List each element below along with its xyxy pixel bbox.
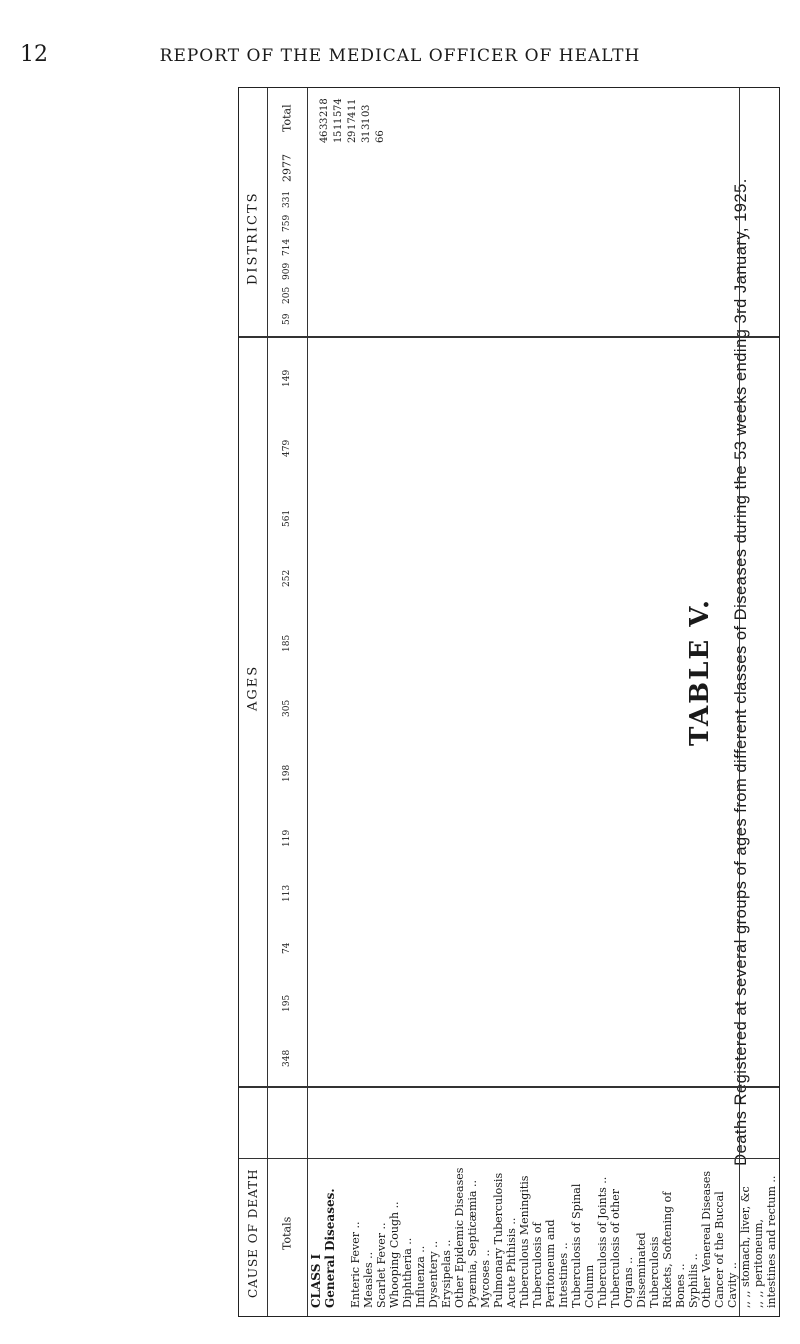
cause-item: Syphilis .. xyxy=(687,1253,700,1308)
cause-item: Other Epidemic Diseases xyxy=(453,1167,466,1308)
cause-item: Dysentery .. xyxy=(427,1240,440,1308)
age-total: 252 xyxy=(282,569,292,587)
total-header: Total xyxy=(280,104,294,132)
cause-item: Influenza .. xyxy=(414,1245,427,1308)
districts-header: DISTRICTS xyxy=(245,191,261,285)
cause-total: 1 xyxy=(333,117,344,124)
rule-districts xyxy=(239,336,779,338)
col-rule xyxy=(739,88,740,1316)
class-title: CLASS I xyxy=(309,1253,323,1308)
cause-total: 1 xyxy=(347,98,358,105)
cause-total: 4 xyxy=(319,136,330,143)
cause-total: 1 xyxy=(333,123,344,131)
age-total: 348 xyxy=(282,1049,292,1067)
class-subtitle: General Diseases. xyxy=(323,1188,337,1308)
cause-item: Whooping Cough .. xyxy=(388,1201,401,1308)
age-total: 305 xyxy=(282,699,292,717)
cause-header: CAUSE OF DEATH xyxy=(246,1168,260,1298)
cause-total: 3 xyxy=(319,117,330,124)
cause-total: 4 xyxy=(347,111,358,118)
cause-total: 5 xyxy=(333,130,344,137)
cause-total: 1 xyxy=(347,104,358,112)
district-total: 331 xyxy=(282,190,292,208)
cause-total: 18 xyxy=(319,98,330,112)
cause-item: Tuberculosis of Joints .. xyxy=(596,1176,609,1308)
cause-total: 3 xyxy=(361,104,372,112)
page-number: 12 xyxy=(20,42,48,67)
age-total: 479 xyxy=(282,439,292,457)
cause-total: 1 xyxy=(333,136,344,143)
age-total: 113 xyxy=(282,884,292,902)
cause-item: Rickets, Softening of Bones .. xyxy=(661,1191,687,1308)
cause-item: Mycoses .. xyxy=(479,1249,492,1308)
cause-total: 1 xyxy=(361,117,372,124)
cause-total: 5 xyxy=(333,111,344,118)
col-rule xyxy=(307,88,308,1316)
cause-item: Tuberculosis of other Organs .. xyxy=(609,1188,635,1308)
cause-total: 1 xyxy=(361,130,372,137)
table-label: TABLE V. xyxy=(685,598,715,746)
age-total: 195 xyxy=(282,994,292,1012)
cause-item: Scarlet Fever .. xyxy=(375,1222,388,1308)
cause-item: Diphtheria .. xyxy=(401,1237,414,1308)
rule-totals xyxy=(239,1158,779,1159)
cause-item: Acute Phthisis .. xyxy=(505,1217,518,1308)
cause-total: 2 xyxy=(347,136,358,143)
age-total: 561 xyxy=(282,509,292,527)
cause-item: Cancer of the Buccal Cavity .. xyxy=(713,1191,739,1308)
cause-total: 6 xyxy=(319,130,330,137)
table-caption: Deaths Registered at several groups of ages from different classes of Diseases during the 53 weeks ending 3rd January, 1925. xyxy=(732,178,750,1166)
district-total: 909 xyxy=(282,262,292,280)
cause-item: Erysipelas .. xyxy=(440,1239,453,1308)
district-total: 205 xyxy=(282,286,292,304)
cause-item: Pyæmia, Septicæmia .. xyxy=(466,1180,479,1308)
cause-item: Pulmonary Tuberculosis xyxy=(492,1172,505,1308)
col-rule xyxy=(267,88,268,1316)
age-total: 185 xyxy=(282,634,292,652)
age-total: 198 xyxy=(282,764,292,782)
age-total: 74 xyxy=(282,942,292,954)
cause-item: Other Venereal Diseases xyxy=(700,1170,713,1308)
district-total: 59 xyxy=(282,313,292,325)
cause-total: 3 xyxy=(319,123,330,131)
cause-item: Tuberculosis of Peritoneum and Intestines .. xyxy=(531,1219,570,1308)
totals-label: Totals xyxy=(280,1216,294,1250)
cause-item: Disseminated Tuberculosis xyxy=(635,1232,661,1308)
ages-header: AGES xyxy=(245,664,261,712)
cause-total: 3 xyxy=(361,123,372,131)
cause-total: 0 xyxy=(361,111,372,118)
cause-total: 74 xyxy=(333,98,344,112)
cause-item: Measles .. xyxy=(362,1251,375,1308)
age-total: 149 xyxy=(282,369,292,387)
rule-ages xyxy=(239,1086,779,1088)
cause-item: ,, ,, stomach, liver, &c xyxy=(739,1186,752,1308)
district-total: 759 xyxy=(282,214,292,232)
cause-total: 66 xyxy=(375,130,386,143)
cause-total: 9 xyxy=(347,130,358,137)
cause-item: Enteric Fever .. xyxy=(349,1221,362,1308)
cause-item: ,, ,, peritoneum, intestines and rectum .. xyxy=(752,1175,778,1308)
district-total: 714 xyxy=(282,238,292,256)
cause-total: 17 xyxy=(347,117,358,131)
grand-total: 2977 xyxy=(280,154,294,182)
age-total: 119 xyxy=(282,829,292,847)
running-head: REPORT OF THE MEDICAL OFFICER OF HEALTH xyxy=(159,46,641,66)
cause-list xyxy=(349,1163,778,1308)
cause-total: 3 xyxy=(361,136,372,143)
data-table xyxy=(238,87,780,1317)
cause-item: Tuberculous Meningitis xyxy=(518,1175,531,1308)
cause-total: 2 xyxy=(319,111,330,118)
cause-item: Tuberculosis of Spinal Column xyxy=(570,1183,596,1308)
cause-totals xyxy=(319,93,729,143)
